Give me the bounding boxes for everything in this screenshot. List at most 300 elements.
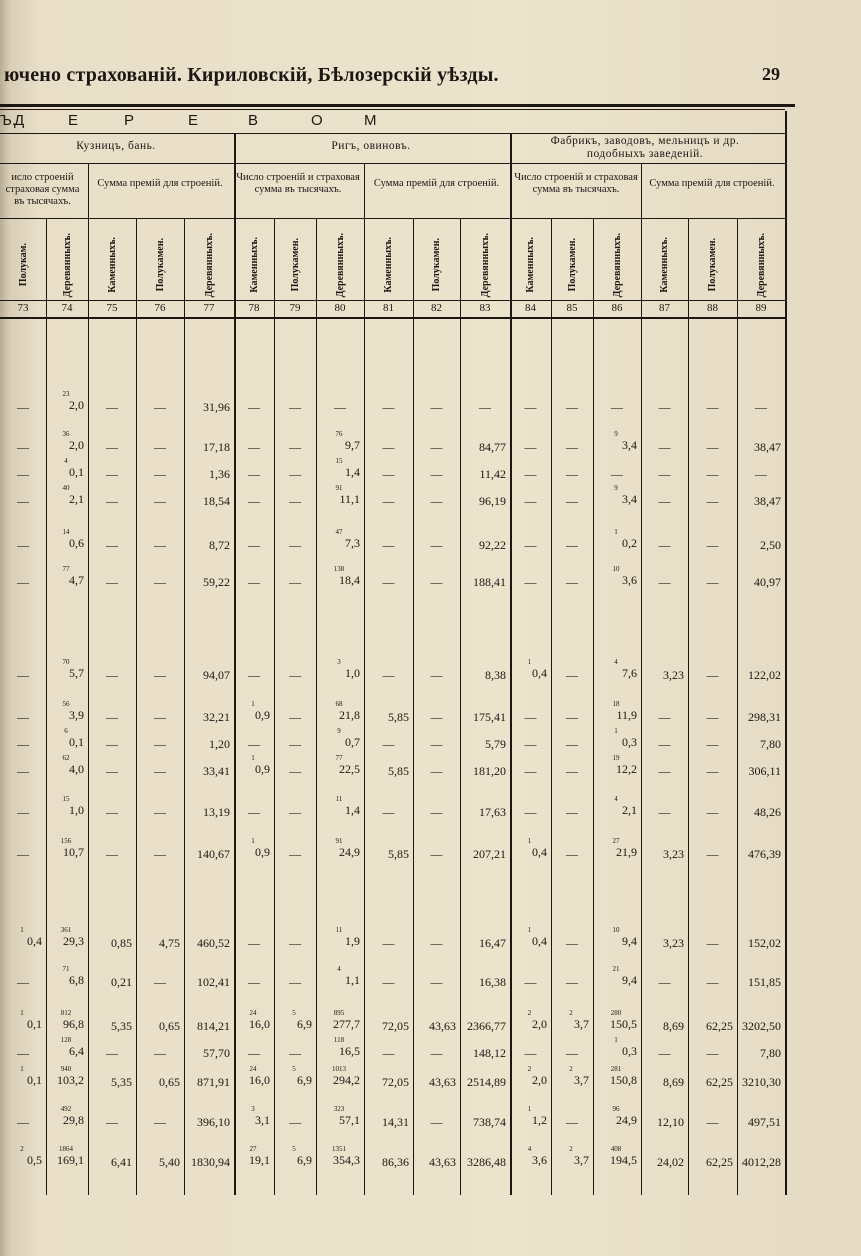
table-cell-empty: — [566,467,578,481]
table-cell [48,390,84,412]
cell-value: 1,9 [345,934,360,948]
column-number: 84 [525,302,536,314]
table-cell [276,1009,312,1031]
cell-building-count: 156 [60,837,72,845]
table-cell-empty: — [154,737,166,751]
table-cell: 3,23 [663,847,684,861]
cell-value: 0,1 [27,1017,42,1031]
table-cell: 181,20 [473,764,506,778]
table-cell: 5,35 [111,1075,132,1089]
table-cell: 57,70 [203,1046,230,1060]
table-cell-empty: — [430,737,443,751]
table-cell-empty: — [430,975,443,989]
column-number: 81 [383,302,394,314]
cell-building-count: 492 [60,1105,72,1113]
cell-value: 6,9 [297,1073,312,1087]
table-cell-empty: — [382,467,395,481]
table-cell-empty: — [524,400,537,414]
column-number: 86 [611,302,623,314]
table-cell [553,1009,589,1031]
table-cell [236,837,270,859]
table-cell: 3202,50 [742,1019,781,1033]
cell-value: 3,4 [622,492,637,506]
cell-value: 6,8 [69,973,84,987]
cell-value: 7,3 [345,536,360,550]
column-header-label: Полукамен. [431,238,442,292]
table-cell-empty: — [706,975,719,989]
cell-value: 0,1 [27,1073,42,1087]
table-cell [595,528,637,550]
cell-value: 3,7 [574,1017,589,1031]
page-number: 29 [762,64,780,84]
table-cell: 24,02 [657,1155,684,1169]
table-cell-empty: — [106,575,118,589]
column-header-label: Каменныхъ. [106,237,118,293]
cell-value: 0,3 [622,735,637,749]
section-title-letter: М [364,112,377,129]
table-cell [2,926,42,948]
table-cell-empty: — [430,575,443,589]
table-cell-empty: — [106,737,118,751]
table-cell: 8,69 [663,1019,684,1033]
cell-value: 29,3 [63,934,84,948]
column-header [510,230,551,300]
table-cell-empty: — [566,1046,578,1060]
table-cell-empty: — [17,400,29,414]
table-cell [48,926,84,948]
cell-value: 4,0 [69,762,84,776]
table-cell [512,658,547,680]
column-header [136,230,184,300]
table-cell [595,1036,637,1058]
table-cell [48,1145,84,1167]
table-cell: 0,65 [159,1019,180,1033]
table-cell: 152,02 [748,936,781,950]
table-cell: 3,23 [663,668,684,682]
table-cell-empty: — [106,710,118,724]
table-cell: 40,97 [754,575,781,589]
table-cell-empty: — [17,467,29,481]
cell-value: 0,5 [27,1153,42,1167]
table-cell: 188,41 [473,575,506,589]
cell-value: 0,4 [27,934,42,948]
table-cell-empty: — [154,467,166,481]
table-cell [595,1065,637,1087]
table-cell-empty: — [17,440,29,454]
cell-value: 1,1 [345,973,360,987]
table-cell: 72,05 [382,1075,409,1089]
section-title-letter: О [311,112,323,129]
table-cell [318,1036,360,1058]
table-cell-empty: — [430,1046,443,1060]
table-cell [48,565,84,587]
column-header-label: Полукамен. [289,238,301,292]
table-cell-empty: — [154,668,166,682]
table-cell [318,1065,360,1087]
table-cell-empty: — [524,764,537,778]
table-cell [595,795,637,817]
cell-building-count: 323 [333,1105,345,1113]
column-header [551,230,593,300]
table-cell [236,1145,270,1167]
table-cell-empty: — [17,764,29,778]
table-cell-empty: — [706,668,719,682]
cell-value: 2,0 [532,1073,547,1087]
table-cell-empty: — [17,805,29,819]
table-cell: 38,47 [754,440,781,454]
table-cell-empty: — [248,538,260,552]
cell-value: 1,0 [345,666,360,680]
cell-building-count: 91 [335,484,343,492]
table-cell-empty: — [430,400,443,414]
table-cell [318,528,360,550]
table-cell: 96,19 [479,494,506,508]
table-cell: 38,47 [754,494,781,508]
cell-value: 3,6 [622,573,637,587]
cell-value: 18,4 [339,573,360,587]
table-cell [318,1145,360,1167]
table-cell: 5,85 [388,764,409,778]
top-rule-thin [0,109,785,110]
table-cell-empty: — [566,975,578,989]
column-header-label: Деревянныхъ. [203,232,215,298]
cell-building-count: 1 [20,1065,24,1073]
column-header-label: Деревянныхъ. [479,232,491,298]
table-cell-empty: — [566,737,578,751]
column-header-label: Деревянныхъ. [61,232,73,298]
cell-value: 103,2 [57,1073,84,1087]
column-header-label: Полукамен. [566,238,578,292]
table-cell-empty: — [430,710,443,724]
table-cell-empty: — [289,936,301,950]
cell-value: 0,7 [345,735,360,749]
cell-building-count: 36 [62,430,70,438]
table-cell-empty: — [658,467,671,481]
table-cell: 0,65 [159,1075,180,1089]
cell-value: 0,3 [622,1044,637,1058]
cell-building-count: 11 [335,795,343,803]
cell-building-count: 19 [612,754,620,762]
cell-building-count: 23 [62,390,70,398]
cell-value: 2,1 [69,492,84,506]
table-cell [318,1009,360,1031]
table-cell-empty: — [154,440,166,454]
cell-value: 150,5 [610,1017,637,1031]
column-header [316,230,364,300]
table-cell: 871,91 [197,1075,230,1089]
cell-building-count: 21 [612,965,620,973]
cell-building-count: 408 [610,1145,622,1153]
cell-building-count: 68 [335,700,343,708]
table-cell-empty: — [289,805,301,819]
cell-value: 294,2 [333,1073,360,1087]
table-cell [318,700,360,722]
table-cell-empty: — [658,575,671,589]
cell-value: 1,2 [532,1113,547,1127]
cell-building-count: 24 [249,1065,257,1073]
table-cell [48,1009,84,1031]
table-cell-empty: — [106,847,118,861]
cell-value: 16,5 [339,1044,360,1058]
cell-building-count: 2 [569,1145,573,1153]
table-cell-empty: — [382,975,395,989]
table-cell-empty: — [17,538,29,552]
cell-value: 11,1 [339,492,360,506]
cell-value: 1,4 [345,465,360,479]
cell-building-count: 2 [527,1065,532,1073]
table-cell-empty: — [248,737,260,751]
table-cell [48,795,84,817]
cell-building-count: 280 [610,1009,622,1017]
table-cell-empty: — [248,494,260,508]
section-title-letter: Ъ. [0,112,17,129]
cell-value: 9,7 [345,438,360,452]
table-cell-empty: — [611,400,623,414]
cell-value: 3,6 [532,1153,547,1167]
table-cell [595,565,637,587]
table-cell: 59,22 [203,575,230,589]
table-cell-empty: — [154,538,166,552]
table-cell-empty: — [566,764,578,778]
cell-value: 11,9 [616,708,637,722]
table-cell [318,484,360,506]
table-cell-empty: — [479,400,491,414]
table-cell-empty: — [289,467,301,481]
table-cell-empty: — [382,400,395,414]
cell-value: 3,9 [69,708,84,722]
table-cell: 72,05 [382,1019,409,1033]
table-cell-empty: — [706,737,719,751]
group-fabrik: Фабрикъ, заводовъ, мельницъ и др. подобныхъ заведеній. [550,135,740,160]
table-cell: 94,07 [203,668,230,682]
column-divider [46,219,47,1195]
table-cell [236,1009,270,1031]
cell-value: 2,1 [622,803,637,817]
subhead-divider [364,164,365,219]
subhead-rule [0,218,785,219]
table-cell [48,837,84,859]
table-cell [595,926,637,948]
cell-value: 6,9 [297,1017,312,1031]
table-cell [595,837,637,859]
table-cell-empty: — [566,1115,578,1129]
cell-value: 1,4 [345,803,360,817]
table-cell-empty: — [430,1115,443,1129]
table-cell [236,1105,270,1127]
subhead-prem-a: Сумма премій для строеній. [97,178,223,189]
table-cell [595,430,637,452]
table-cell [276,1065,312,1087]
table-cell: 4012,28 [742,1155,781,1169]
cell-building-count: 2 [569,1065,573,1073]
table-cell-empty: — [566,847,578,861]
column-header-label: Полукамен. [707,238,718,292]
section-title-letter: Д [14,112,25,129]
table-cell: 4,75 [159,936,180,950]
table-cell-empty: — [248,805,260,819]
cell-building-count: 71 [62,965,70,973]
table-cell-empty: — [289,575,301,589]
table-cell [595,727,637,749]
cell-building-count: 281 [610,1065,622,1073]
table-cell-empty: — [755,467,767,481]
table-cell-empty: — [658,710,671,724]
table-cell: 5,79 [485,737,506,751]
column-header [184,230,234,300]
table-cell-empty: — [382,737,395,751]
cell-building-count: 91 [335,837,343,845]
cell-value: 7,6 [622,666,637,680]
cell-building-count: 10 [612,565,620,573]
column-number: 76 [154,302,166,314]
cell-value: 0,9 [255,762,270,776]
cell-building-count: 812 [60,1009,72,1017]
column-number: 87 [659,302,670,314]
table-cell: 140,67 [197,847,230,861]
table-cell: 5,40 [159,1155,180,1169]
table-cell-empty: — [706,805,719,819]
column-divider [316,219,317,1195]
table-cell-empty: — [658,1046,671,1060]
table-cell-empty: — [382,1046,395,1060]
table-cell-empty: — [706,710,719,724]
table-cell-empty: — [430,805,443,819]
table-cell [318,837,360,859]
table-cell-empty: — [154,1046,166,1060]
section-title-letter: Е [188,112,199,129]
table-cell: 14,31 [382,1115,409,1129]
table-cell [318,1105,360,1127]
subhead-count-c: Число строеній и страховая сумма въ тысячахъ. [514,172,638,195]
table-cell-empty: — [289,710,301,724]
top-rule [0,104,795,107]
cell-value: 0,6 [69,536,84,550]
cell-building-count: 27 [249,1145,257,1153]
table-cell-empty: — [706,494,719,508]
table-cell: 11,42 [479,467,506,481]
cell-building-count: 15 [335,457,343,465]
column-header [274,230,316,300]
table-cell-empty: — [566,805,578,819]
table-cell: 3286,48 [467,1155,506,1169]
table-cell [512,1009,547,1031]
cell-building-count: 118 [333,1036,345,1044]
table-cell: 8,72 [209,538,230,552]
table-cell: 6,41 [111,1155,132,1169]
cell-value: 0,4 [532,666,547,680]
cell-building-count: 27 [612,837,620,845]
cell-value: 24,9 [616,1113,637,1127]
cell-building-count: 1 [614,727,618,735]
cell-value: 3,7 [574,1153,589,1167]
table-cell-empty: — [17,1115,29,1129]
column-number: 77 [203,302,215,314]
column-header [641,230,688,300]
table-cell-empty: — [382,538,395,552]
table-cell-empty: — [382,805,395,819]
table-cell [2,1145,42,1167]
cell-building-count: 47 [335,528,343,536]
table-cell-empty: — [524,538,537,552]
table-cell-empty: — [566,538,578,552]
table-cell [48,1105,84,1127]
table-cell-empty: — [658,975,671,989]
cell-value: 2,0 [532,1017,547,1031]
cell-value: 194,5 [610,1153,637,1167]
cell-value: 277,7 [333,1017,360,1031]
table-cell: 7,80 [760,1046,781,1060]
section-title-letter: В [248,112,259,129]
column-header-label: Полукам. [17,243,29,287]
cell-building-count: 10 [612,926,620,934]
table-cell [2,1065,42,1087]
page-title: ючено страхованій. Кириловскій, Бѣлозерскій уѣзды. [4,64,499,86]
table-cell: 298,31 [748,710,781,724]
cell-building-count: 5 [292,1145,296,1153]
table-cell: 48,26 [754,805,781,819]
table-cell [276,1145,312,1167]
table-cell-empty: — [289,1046,301,1060]
table-cell: 1830,94 [191,1155,230,1169]
table-cell [48,658,84,680]
table-cell: 814,21 [197,1019,230,1033]
table-cell-empty: — [658,440,671,454]
table-cell: 151,85 [748,975,781,989]
table-cell-empty: — [154,1115,166,1129]
table-cell [318,754,360,776]
table-cell-empty: — [106,467,118,481]
table-cell [318,430,360,452]
cell-value: 24,9 [339,845,360,859]
table-cell-empty: — [106,440,118,454]
cell-value: 3,4 [622,438,637,452]
table-cell: 5,85 [388,710,409,724]
table-cell: 122,02 [748,668,781,682]
cell-building-count: 2 [20,1145,24,1153]
column-header [46,230,88,300]
table-cell-empty: — [17,494,29,508]
cell-value: 19,1 [249,1153,270,1167]
table-cell: 8,69 [663,1075,684,1089]
cell-building-count: 5 [292,1009,296,1017]
table-cell: 306,11 [748,764,781,778]
table-cell-empty: — [106,538,118,552]
table-cell: 0,21 [111,975,132,989]
table-cell-empty: — [248,575,260,589]
table-cell: 12,10 [657,1115,684,1129]
subhead-divider [88,164,89,219]
table-cell-empty: — [106,1046,118,1060]
table-cell [318,457,360,479]
table-cell [48,754,84,776]
table-cell-empty: — [658,538,671,552]
cell-value: 169,1 [57,1153,84,1167]
table-cell-empty: — [706,1115,719,1129]
cell-building-count: 1 [20,1009,24,1017]
table-cell: 84,77 [479,440,506,454]
cell-building-count: 96 [612,1105,620,1113]
table-cell: 17,18 [203,440,230,454]
cell-building-count: 4 [64,457,68,465]
cell-building-count: 9 [337,727,341,735]
table-cell-empty: — [248,440,260,454]
table-cell: 18,54 [203,494,230,508]
table-cell-empty: — [289,1115,301,1129]
table-cell-empty: — [430,668,443,682]
table-cell: 5,85 [388,847,409,861]
column-header-label: Деревянныхъ. [611,232,623,298]
table-cell [595,658,637,680]
